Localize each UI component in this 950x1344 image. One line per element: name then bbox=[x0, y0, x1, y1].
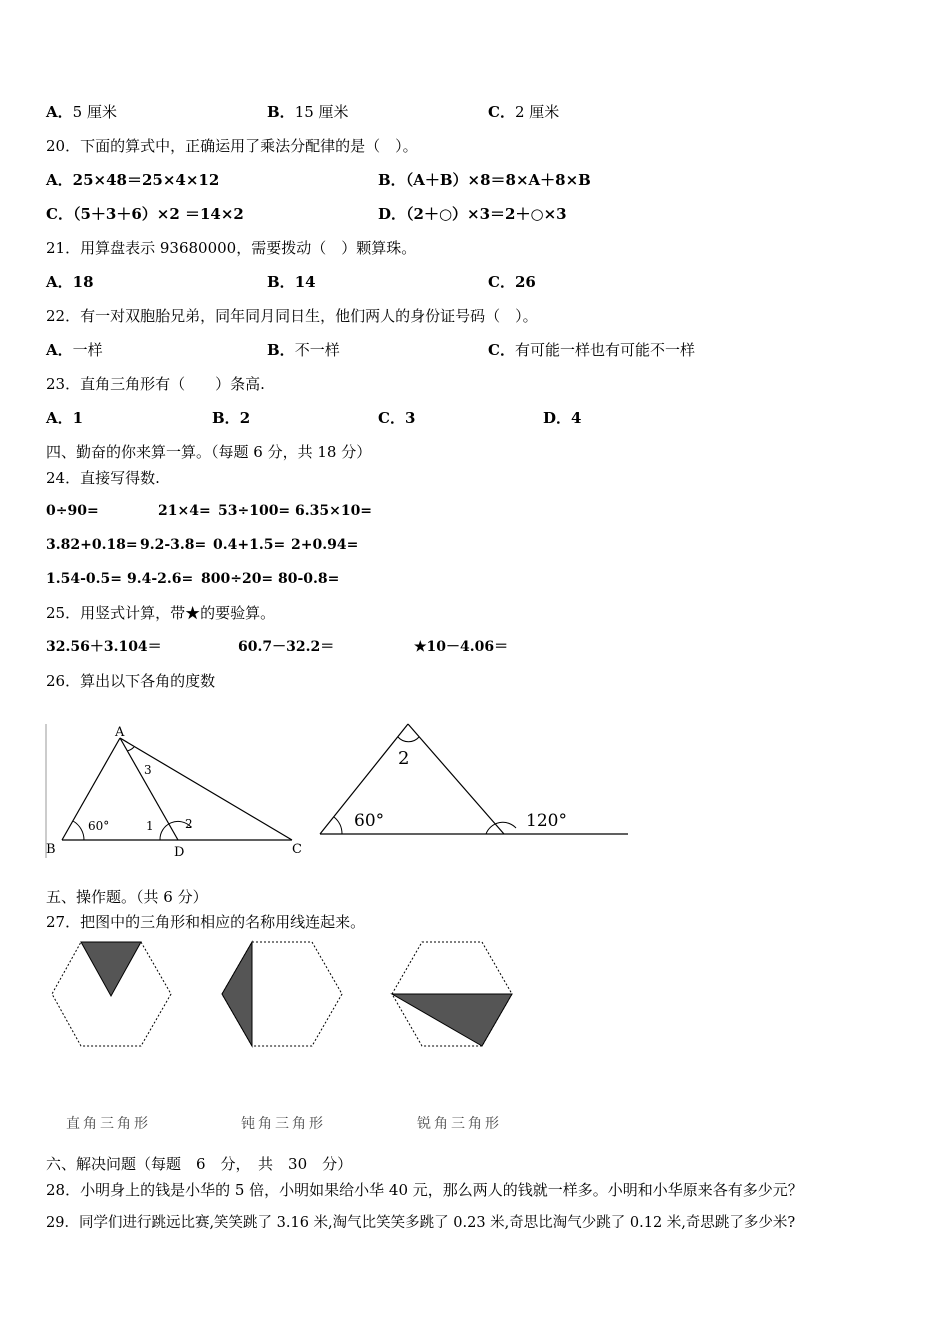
label-angle-1: 1 bbox=[146, 819, 154, 833]
right-side bbox=[408, 724, 504, 834]
shaded-triangle-2 bbox=[222, 942, 252, 1046]
q29-text: 29．同学们进行跳远比赛,笑笑跳了 3.16 米,淘气比笑笑多跳了 0.23 米,奇思比淘气少跳了 0.12 米,奇思跳了多少米? bbox=[46, 1215, 796, 1231]
q25-item-1: 32.56＋3.104＝ bbox=[46, 639, 162, 655]
q24-r1-c2: 21×4= bbox=[158, 503, 211, 519]
label-obtuse-triangle: 钝角三角形 bbox=[241, 1116, 326, 1132]
q19-option-b: B．15 厘米 bbox=[267, 103, 349, 121]
label-angle-3: 3 bbox=[144, 763, 152, 777]
q20-option-b: B．（A＋B）×8＝8×A＋8×B bbox=[378, 171, 591, 189]
section6-heading: 六、解决问题（每题 6 分， 共 30 分） bbox=[46, 1155, 353, 1173]
q25-stem: 25．用竖式计算，带★的要验算。 bbox=[46, 604, 276, 622]
label-60-deg: 60° bbox=[354, 811, 385, 831]
angle-120-arc bbox=[486, 822, 516, 834]
q23-option-c: C．3 bbox=[378, 409, 416, 427]
q24-r1-c3: 53÷100= bbox=[218, 503, 291, 519]
q19-option-c: C．2 厘米 bbox=[488, 103, 560, 121]
q23-stem: 23．直角三角形有（ ）条高. bbox=[46, 375, 265, 393]
q23-option-b: B．2 bbox=[212, 409, 251, 427]
q24-r1-c4: 6.35×10= bbox=[295, 503, 373, 519]
triangle-figure-exterior bbox=[312, 712, 632, 852]
q24-r3-c2: 9.4-2.6= bbox=[127, 571, 194, 587]
q22-option-a: A．一样 bbox=[46, 341, 103, 359]
q20-option-d: D．（2＋○）×3＝2＋○×3 bbox=[378, 205, 567, 223]
q23-option-a: A．1 bbox=[46, 409, 84, 427]
q24-r2-c1: 3.82+0.18= bbox=[46, 537, 138, 553]
label-60-deg: 60° bbox=[88, 819, 110, 833]
label-acute-triangle: 锐角三角形 bbox=[417, 1116, 502, 1132]
shaded-triangle-3 bbox=[392, 994, 512, 1046]
q20-stem: 20．下面的算式中，正确运用了乘法分配律的是（ ）。 bbox=[46, 137, 418, 155]
q21-option-c: C．26 bbox=[488, 273, 536, 291]
q21-option-b: B．14 bbox=[267, 273, 316, 291]
q20-option-a: A．25×48＝25×4×12 bbox=[46, 171, 220, 189]
q24-r2-c2: 9.2-3.8= bbox=[140, 537, 207, 553]
label-b: B bbox=[46, 842, 56, 857]
q19-option-a: A．5 厘米 bbox=[46, 103, 117, 121]
q24-r3-c4: 80-0.8= bbox=[278, 571, 340, 587]
q22-option-c: C．有可能一样也有可能不一样 bbox=[488, 341, 695, 359]
angle-60-arc bbox=[334, 817, 342, 834]
q24-r3-c1: 1.54-0.5= bbox=[46, 571, 122, 587]
q24-r3-c3: 800÷20= bbox=[201, 571, 274, 587]
q23-option-d: D．4 bbox=[543, 409, 582, 427]
q24-r2-c4: 2+0.94= bbox=[291, 537, 359, 553]
angle-2-arc bbox=[398, 737, 419, 742]
label-c: C bbox=[292, 842, 302, 857]
label-angle-2: 2 bbox=[398, 748, 410, 769]
q20-option-c: C．（5＋3＋6）×2 ＝14×2 bbox=[46, 205, 244, 223]
q22-option-b: B．不一样 bbox=[267, 341, 340, 359]
hexagon-figures bbox=[50, 938, 530, 1053]
label-angle-2: 2 bbox=[185, 817, 193, 831]
q24-r2-c3: 0.4+1.5= bbox=[213, 537, 286, 553]
q27-stem: 27．把图中的三角形和相应的名称用线连起来。 bbox=[46, 913, 366, 931]
q24-stem: 24．直接写得数. bbox=[46, 469, 160, 487]
label-120-deg: 120° bbox=[526, 811, 567, 831]
section5-heading: 五、操作题。（共 6 分） bbox=[46, 888, 208, 906]
q21-option-a: A．18 bbox=[46, 273, 94, 291]
q21-stem: 21．用算盘表示 93680000，需要拨动（ ）颗算珠。 bbox=[46, 239, 417, 257]
q25-item-2: 60.7－32.2＝ bbox=[238, 639, 335, 655]
q28-text: 28．小明身上的钱是小华的 5 倍，小明如果给小华 40 元，那么两人的钱就一样多。小明和小华原来各有多少元？ bbox=[46, 1181, 803, 1199]
q24-r1-c1: 0÷90= bbox=[46, 503, 99, 519]
shaded-triangle-1 bbox=[81, 942, 141, 996]
q22-stem: 22．有一对双胞胎兄弟，同年同月同日生，他们两人的身份证号码（ ）。 bbox=[46, 307, 538, 325]
q26-stem: 26．算出以下各角的度数 bbox=[46, 672, 216, 690]
label-a: A bbox=[115, 725, 125, 740]
label-d: D bbox=[174, 845, 185, 860]
angle-b-arc bbox=[73, 821, 84, 840]
triangle-figure-abc bbox=[44, 720, 304, 860]
label-right-triangle: 直角三角形 bbox=[66, 1116, 151, 1132]
section4-heading: 四、勤奋的你来算一算。（每题 6 分，共 18 分） bbox=[46, 443, 372, 461]
q25-item-3: ★10－4.06＝ bbox=[414, 639, 509, 655]
angle-3-arc bbox=[127, 747, 134, 751]
